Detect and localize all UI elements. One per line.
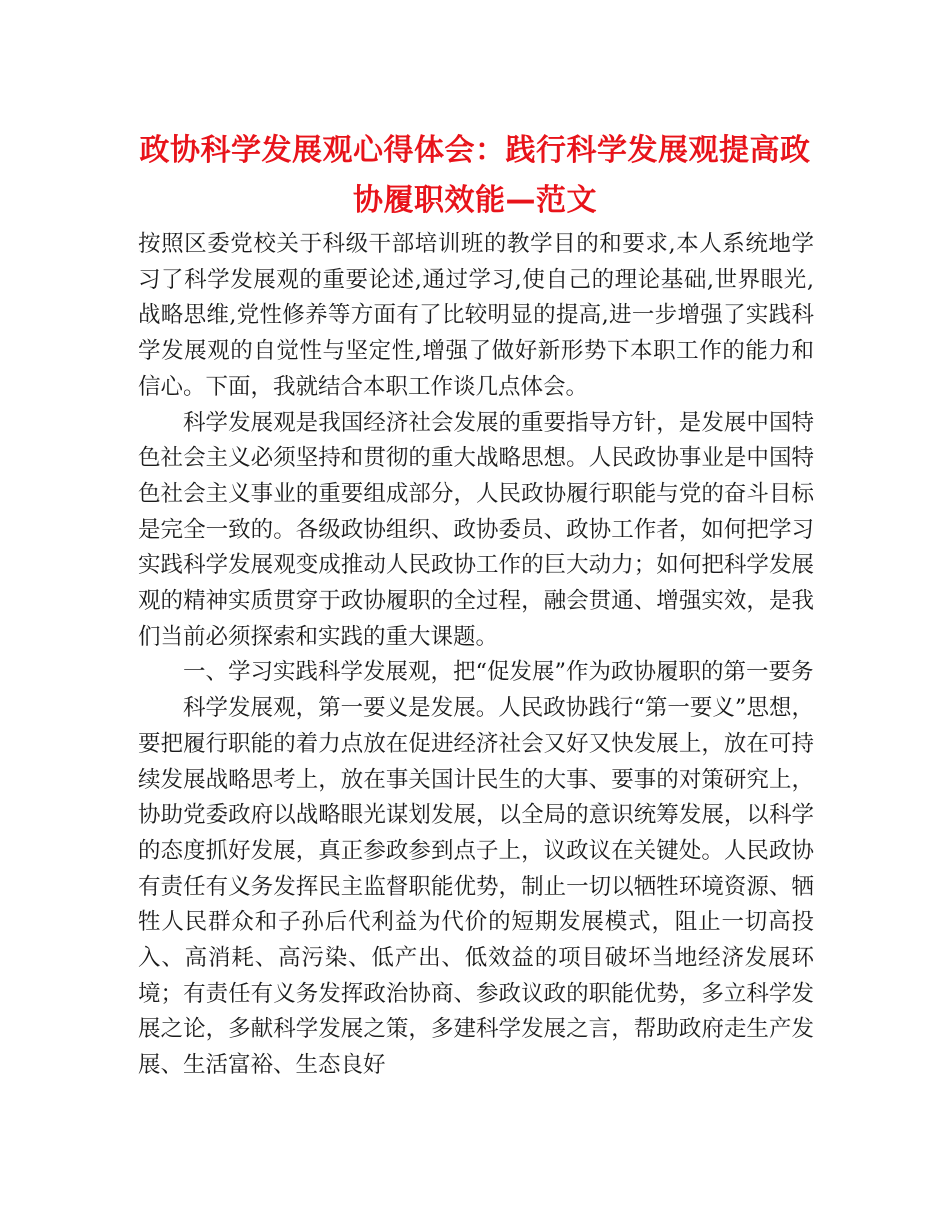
- document-body: [138, 227, 814, 1084]
- document-title: 政协科学发展观心得体会：践行科学发展观提高政协履职效能—范文: [139, 133, 811, 218]
- section-heading-1: 一、学习实践科学发展观，把“促发展”作为政协履职的第一要务: [183, 659, 814, 686]
- paragraph-section-1: 科学发展观，第一要义是发展。人民政协践行“第一要义”思想，要把履行职能的着力点放在促进经济社会又好又快发展上，放在可持续发展战略思考上，放在事关国计民生的大事、要事的对策研究上，协助党委政府以战略眼光谋划发展，以全局的意识统筹发展，以科学的态度抓好发展，真正参政参到点子上，议政议在关键处。人民政协有责任有义务发挥民主监督职能优势，制止一切以牺牲环境资源、牺牲人民群众和子孙后代利益为代价的短期发展模式，阻止一切高投入、高消耗、高污染、低产出、低效益的项目破坏当地经济发展环境；有责任有义务发挥政治协商、参政议政的职能优势，多立科学发展之论，多献科学发展之策，多建科学发展之言，帮助政府走生产发展、生活富裕、生态良好: [138, 695, 814, 1079]
- paragraph-intro: 按照区委党校关于科级干部培训班的教学目的和要求,本人系统地学习了科学发展观的重要论述,通过学习,使自己的理论基础,世界眼光,战略思维,党性修养等方面有了比较明显的提高,进一步增强了实践科学发展观的自觉性与坚定性,增强了做好新形势下本职工作的能力和信心。下面，我就结合本职工作谈几点体会。: [138, 231, 814, 400]
- paragraph-overview: 科学发展观是我国经济社会发展的重要指导方针，是发展中国特色社会主义必须坚持和贯彻的重大战略思想。人民政协事业是中国特色社会主义事业的重要组成部分，人民政协履行职能与党的奋斗目标是完全一致的。各级政协组织、政协委员、政协工作者，如何把学习实践科学发展观变成推动人民政协工作的巨大动力；如何把科学发展观的精神实质贯穿于政协履职的全过程，融会贯通、增强实效，是我们当前必须探索和实践的重大课题。: [138, 409, 814, 650]
